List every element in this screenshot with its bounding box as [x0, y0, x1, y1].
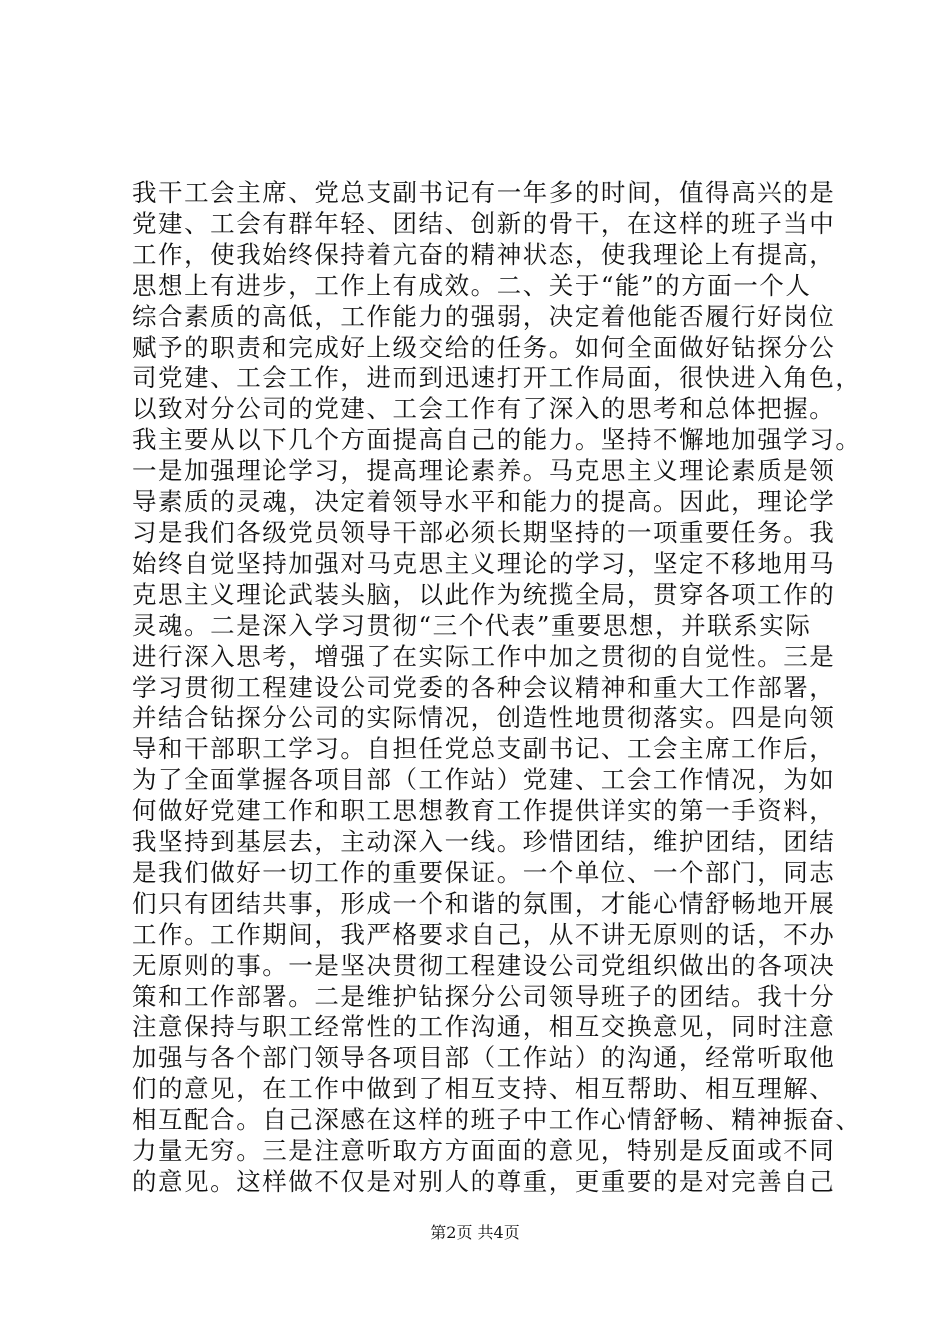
- text-line: 我坚持到基层去，主动深入一线。珍惜团结，维护团结，团结: [132, 827, 836, 857]
- text-line: 是我们做好一切工作的重要保证。一个单位、一个部门，同志: [132, 857, 836, 887]
- text-line: 工作。工作期间，我严格要求自己，从不讲无原则的话，不办: [132, 919, 836, 949]
- text-line: 的意见。这样做不仅是对别人的尊重，更重要的是对完善自己: [132, 1167, 836, 1196]
- text-line: 们的意见，在工作中做到了相互支持、相互帮助、相互理解、: [132, 1074, 836, 1104]
- text-line: 工作，使我始终保持着亢奋的精神状态，使我理论上有提高，: [132, 239, 836, 269]
- text-line: 我干工会主席、党总支副书记有一年多的时间，值得高兴的是: [132, 178, 836, 207]
- text-line: 始终自觉坚持加强对马克思主义理论的学习，坚定不移地用马: [132, 548, 836, 578]
- text-line: 导和干部职工学习。自担任党总支副书记、工会主席工作后，: [132, 734, 836, 764]
- text-line: 一是加强理论学习，提高理论素养。马克思主义理论素质是领: [132, 456, 836, 486]
- text-line: 司党建、工会工作，进而到迅速打开工作局面，很快进入角色，: [132, 363, 862, 393]
- text-line: 导素质的灵魂，决定着领导水平和能力的提高。因此，理论学: [132, 487, 836, 517]
- text-line: 我主要从以下几个方面提高自己的能力。坚持不懈地加强学习。: [132, 425, 862, 455]
- text-line: 策和工作部署。二是维护钻探分公司领导班子的团结。我十分: [132, 981, 836, 1011]
- text-line: 学习贯彻工程建设公司党委的各种会议精神和重大工作部署，: [132, 672, 836, 702]
- text-line: 无原则的事。一是坚决贯彻工程建设公司党组织做出的各项决: [132, 950, 836, 980]
- page-number-footer: 第2页 共4页: [430, 1223, 520, 1242]
- text-line: 克思主义理论武装头脑，以此作为统揽全局，贯穿各项工作的: [132, 579, 836, 609]
- text-line: 们只有团结共事，形成一个和谐的氛围，才能心情舒畅地开展: [132, 888, 836, 918]
- text-line: 何做好党建工作和职工思想教育工作提供详实的第一手资料，: [132, 796, 836, 826]
- text-line: 赋予的职责和完成好上级交给的任务。如何全面做好钻探分公: [132, 332, 836, 362]
- text-line: 综合素质的高低，工作能力的强弱，决定着他能否履行好岗位: [132, 301, 836, 331]
- text-line: 力量无穷。三是注意听取方方面面的意见，特别是反面或不同: [132, 1136, 836, 1166]
- text-line: 进行深入思考，增强了在实际工作中加之贯彻的自觉性。三是: [132, 641, 836, 671]
- text-line: 为了全面掌握各项目部（工作站）党建、工会工作情况，为如: [132, 765, 836, 795]
- text-line: 党建、工会有群年轻、团结、创新的骨干，在这样的班子当中: [132, 208, 836, 238]
- text-line: 灵魂。二是深入学习贯彻“三个代表”重要思想，并联系实际: [132, 610, 812, 640]
- text-line: 并结合钻探分公司的实际情况，创造性地贯彻落实。四是向领: [132, 703, 836, 733]
- text-line: 加强与各个部门领导各项目部（工作站）的沟通，经常听取他: [132, 1043, 836, 1073]
- text-line: 以致对分公司的党建、工会工作有了深入的思考和总体把握。: [132, 394, 836, 424]
- text-line: 相互配合。自己深感在这样的班子中工作心情舒畅、精神振奋、: [132, 1105, 862, 1135]
- text-line: 思想上有进步，工作上有成效。二、关于“能”的方面一个人: [132, 270, 812, 300]
- text-line: 注意保持与职工经常性的工作沟通，相互交换意见，同时注意: [132, 1012, 836, 1042]
- body-paragraph: [132, 178, 862, 1198]
- text-line: 习是我们各级党员领导干部必须长期坚持的一项重要任务。我: [132, 517, 836, 547]
